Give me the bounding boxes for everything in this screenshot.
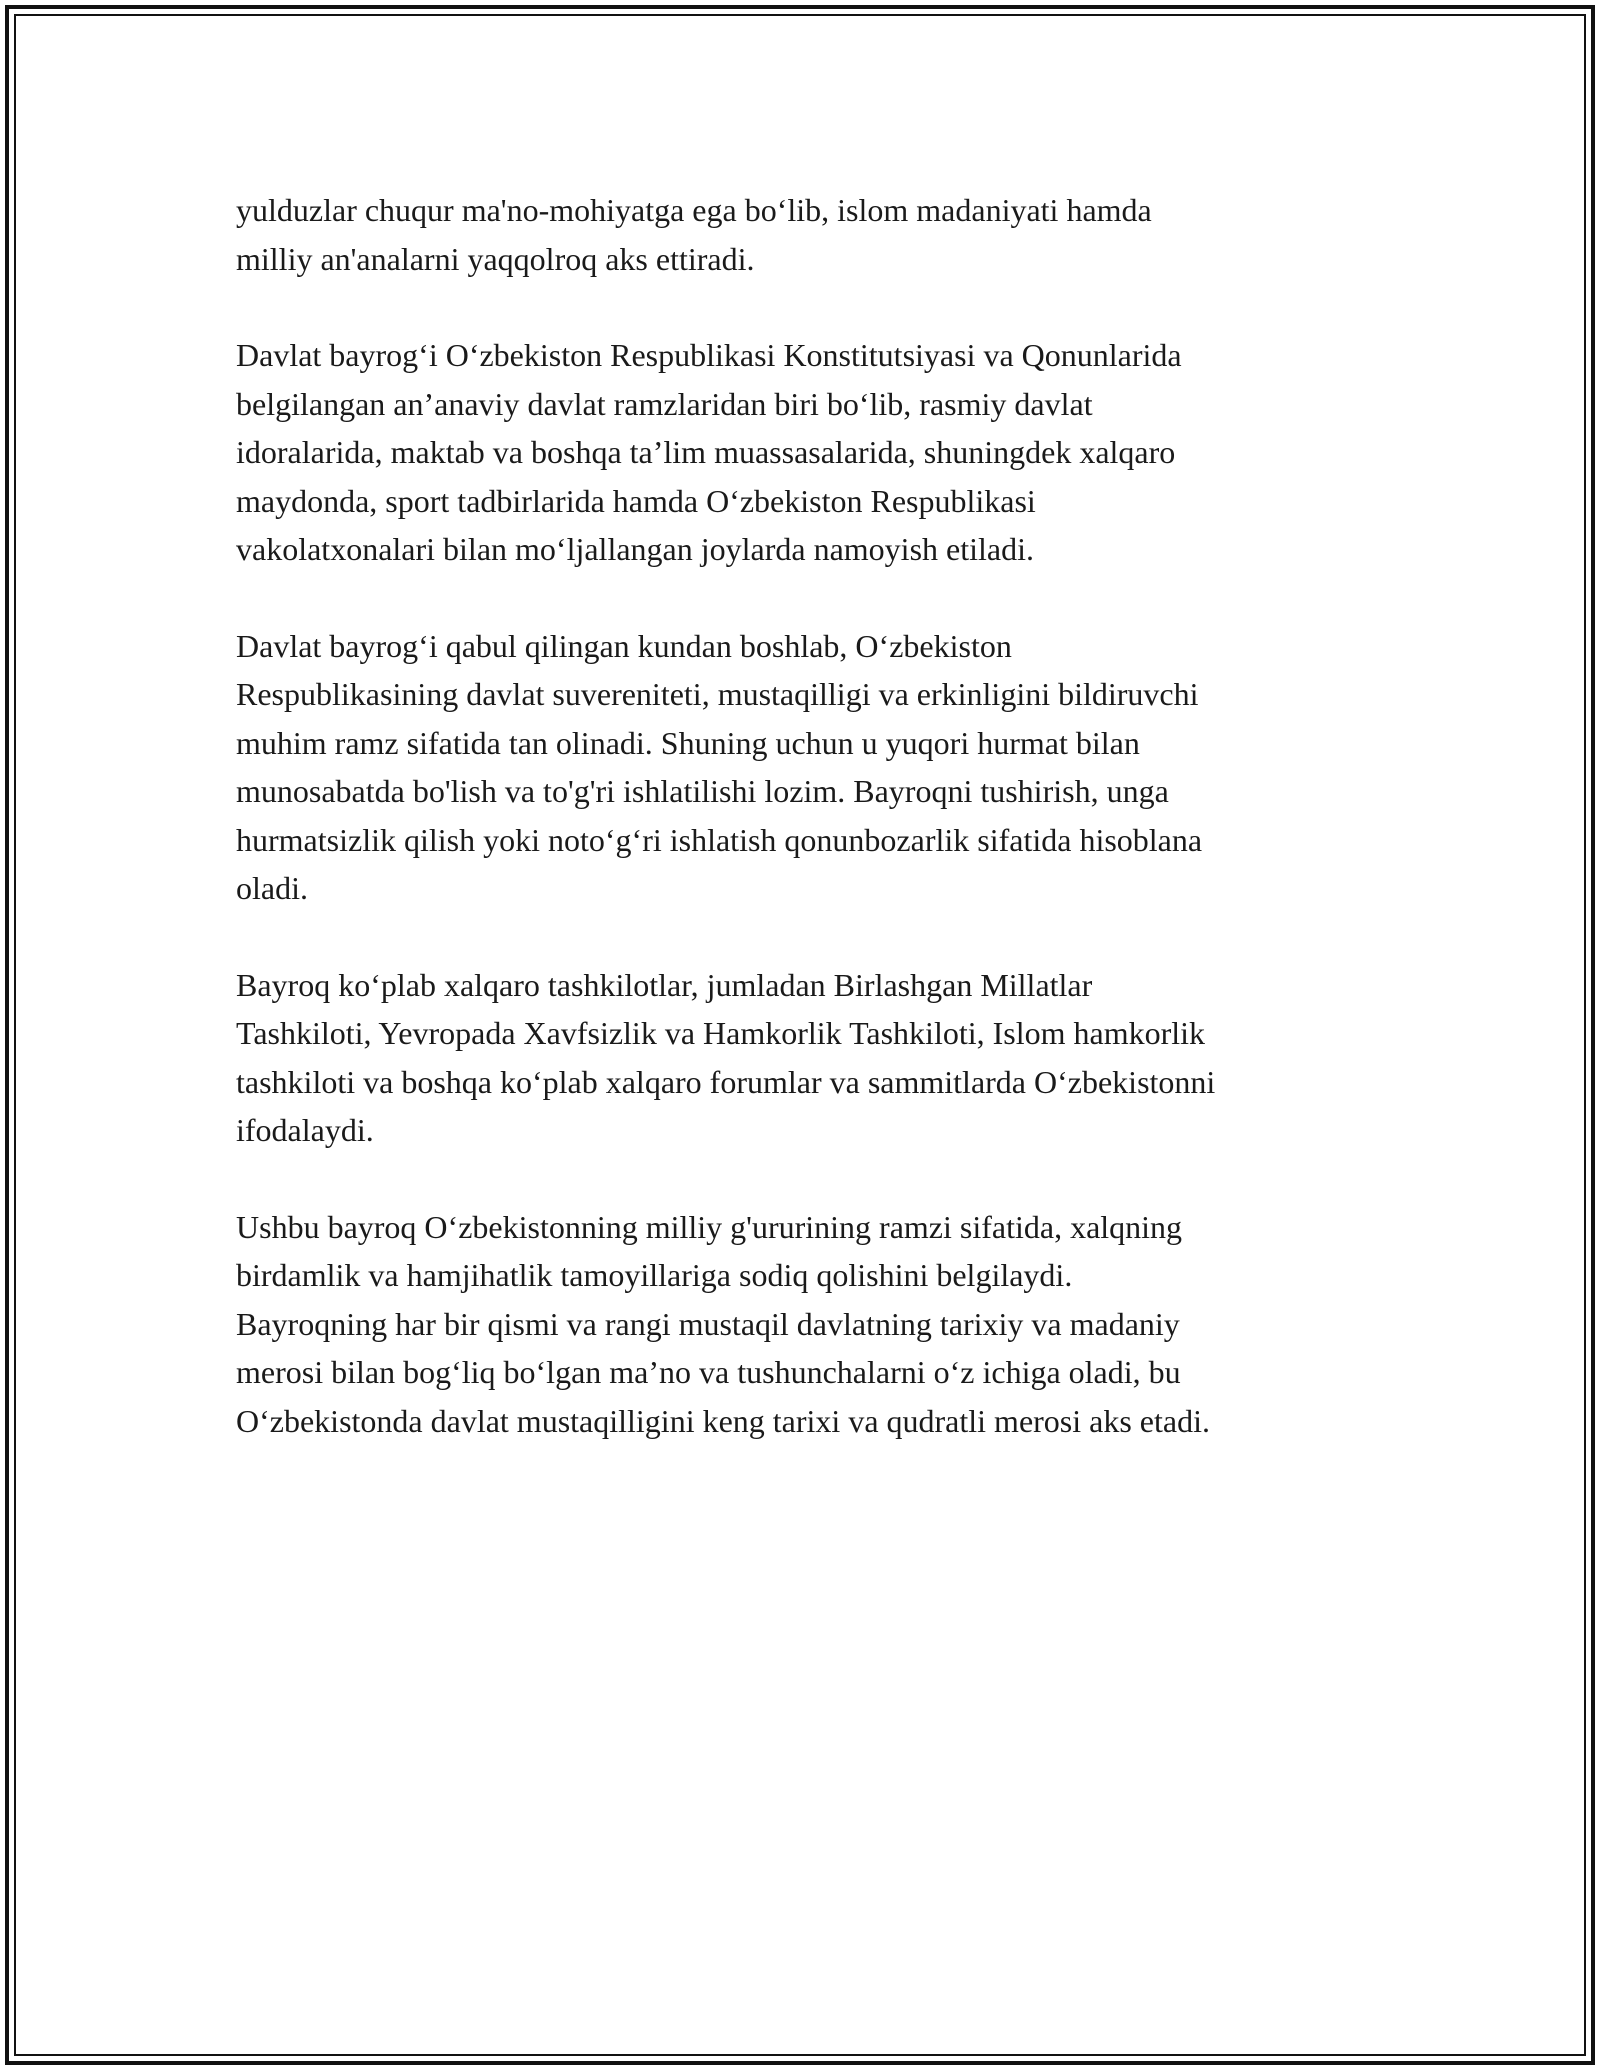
paragraph-1: yulduzlar chuqur ma'no-mohiyatga ega bo‘lib, islom madaniyati hamda milliy an'analarni yaqqolroq aks ettiradi. [236,192,1152,277]
document-body [236,186,1386,1493]
paragraph-4: Bayroq ko‘plab xalqaro tashkilotlar, jumladan Birlashgan Millatlar Tashkiloti, Yevropada Xavfsizlik va Hamkorlik Tashkiloti, Islom hamkorlik tashkiloti va boshqa ko‘plab xalqaro forumlar va sammitlarda O‘zbekistonni ifodalaydi. [236,966,1216,1148]
paragraph-3: Davlat bayrog‘i qabul qilingan kundan boshlab, O‘zbekiston Respublikasining davlat suvereniteti, mustaqilligi va erkinligini bildiruvchi muhim ramz sifatida tan olinadi. Shuning uchun u yuqori hurmat bilan munosabatda bo'lish va to'g'ri ishlatilishi lozim. Bayroqni tushirish, unga hurmatsizlik qilish yoki noto‘g‘ri ishlatish qonunbozarlik sifatida hisoblana oladi. [236,627,1203,906]
paragraph-2: Davlat bayrog‘i O‘zbekiston Respublikasi Konstitutsiyasi va Qonunlarida belgilangan an’anaviy davlat ramzlaridan biri bo‘lib, rasmiy davlat idoralarida, maktab va boshqa ta’lim muassasalarida, shuningdek xalqaro maydonda, sport tadbirlarida hamda O‘zbekiston Respublikasi vakolatxonalari bilan mo‘ljallangan joylarda namoyish etiladi. [236,337,1182,567]
paragraph-5: Ushbu bayroq O‘zbekistonning milliy g'ururining ramzi sifatida, xalqning birdamlik va hamjihatlik tamoyillariga sodiq qolishini belgilaydi. Bayroqning har bir qismi va rangi mustaqil davlatning tarixiy va madaniy merosi bilan bog‘liq bo‘lgan ma’no va tushunchalarni o‘z ichiga oladi, bu O‘zbekistonda davlat mustaqilligini keng tarixi va qudratli merosi aks etadi. [236,1208,1210,1439]
